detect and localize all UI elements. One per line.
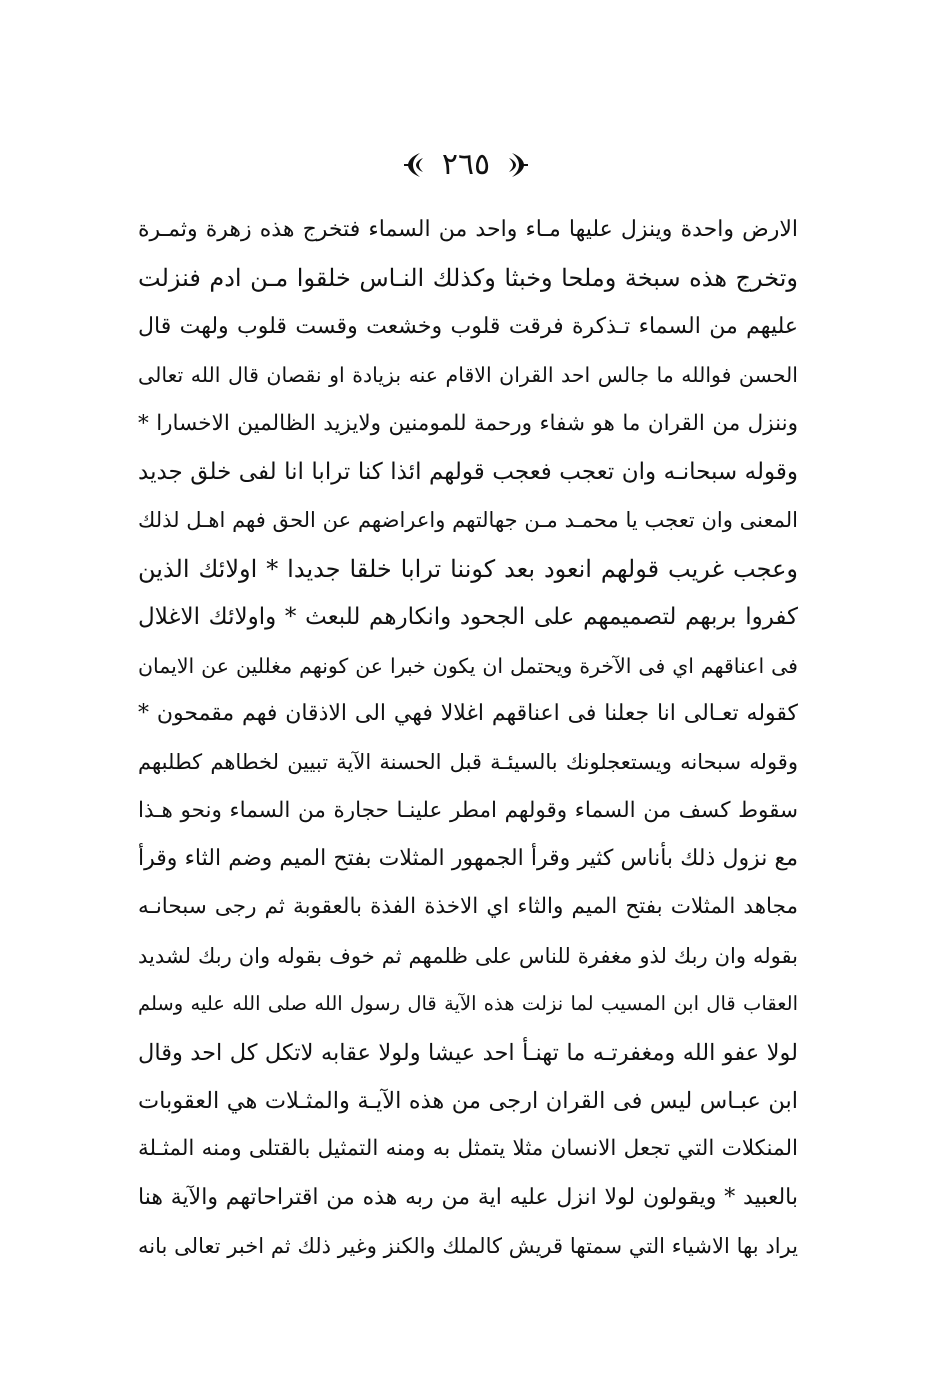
- ornament-icon: [404, 150, 426, 180]
- text-line: وقوله سبحانه ويستعجلونك بالسيئـة قبل الحسنة الآية تبيين لخطاهم كطلبهم: [138, 750, 798, 775]
- text-line: وتخرج هذه سبخة وملحا وخبثا وكذلك النـاس خلقوا مـن ادم فنزلت: [138, 264, 798, 293]
- body-text: [138, 206, 798, 1271]
- ornament-icon: [506, 150, 528, 180]
- text-line: بقوله وان ربك لذو مغفرة للناس على ظلمهم ثم خوف بقوله وان ربك لشديد: [138, 943, 798, 968]
- text-line: الحسن فوالله ما جالس احد القران الاقام عنه بزيادة او نقصان قال الله تعالى: [138, 363, 798, 388]
- text-line: كقوله تعـالى انا جعلنا فى اعناقهم اغلالا فهي الى الاذقان فهم مقمحون *: [138, 700, 798, 726]
- text-line: بالعبيد * ويقولون لولا انزل عليه اية من ربه هذه من اقتراحاتهم والآية هنا: [138, 1184, 798, 1210]
- text-line: المنكلات التي تجعل الانسان مثلا يتمثل به ومنه التمثيل بالقتلى ومنه المثـلة: [138, 1136, 798, 1162]
- text-line: العقاب قال ابن المسيب لما نزلت هذه الآية قال رسول الله صلى الله عليه وسلم: [138, 992, 798, 1016]
- text-line: يراد بها الاشياء التي سمتها قريش كالملك والكنز وغير ذلك ثم اخبر تعالى بانه: [138, 1234, 798, 1259]
- page-header: [0, 140, 932, 190]
- text-line: عليهم من السماء تـذكرة فرقت قلوب وخشعت وقست قلوب ولهت قال: [138, 313, 798, 339]
- text-line: وقوله سبحانـه وان تعجب فعجب قولهم ائذا كنا ترابا انا لفى خلق جديد: [138, 458, 798, 485]
- text-line: المعنى وان تعجب يا محمـد مـن جهالتهم واعراضهم عن الحق فهم اهـل لذلك: [138, 508, 798, 533]
- text-line: الارض واحدة وينزل عليها مـاء واحد من السماء فتخرج هذه زهرة وثمـرة: [138, 217, 798, 242]
- text-line: وننزل من القران ما هو شفاء ورحمة للمومنين ولايزيد الظالمين الاخسارا *: [138, 410, 798, 436]
- text-line: لولا عفو الله ومغفرتـه ما تهنـأ احد عيشا ولولا عقابه لاتكل كل احد وقال: [138, 1039, 798, 1066]
- text-line: وعجب غريب قولهم انعود بعد كوننا ترابا خلقا جديدا * اولائك الذين: [138, 554, 798, 583]
- text-line: فى اعناقهم اي فى الآخرة ويحتمل ان يكون خبرا عن كونهم مغللين عن الايمان: [138, 653, 798, 678]
- text-line: مع نزول ذلك بأناس كثير وقرأ الجمهور المثلات بفتح الميم وضم الثاء وقرأ: [138, 846, 798, 872]
- text-line: سقوط كسف من السماء وقولهم امطر علينـا حجارة من السماء ونحو هـذا: [138, 797, 798, 823]
- page-number: ٢٦٥: [441, 147, 491, 182]
- text-line: كفروا بربهم لتصميمهم على الجحود وانكارهم للبعث * واولائك الاغلال: [138, 604, 798, 631]
- text-line: مجاهد المثلات بفتح الميم والثاء اي الاخذة الفذة بالعقوبة ثم رجى سبحانـه: [138, 894, 798, 920]
- text-line: ابن عبـاس ليس فى القران ارجى من هذه الآيـة والمثـلات هي العقوبات: [138, 1088, 798, 1115]
